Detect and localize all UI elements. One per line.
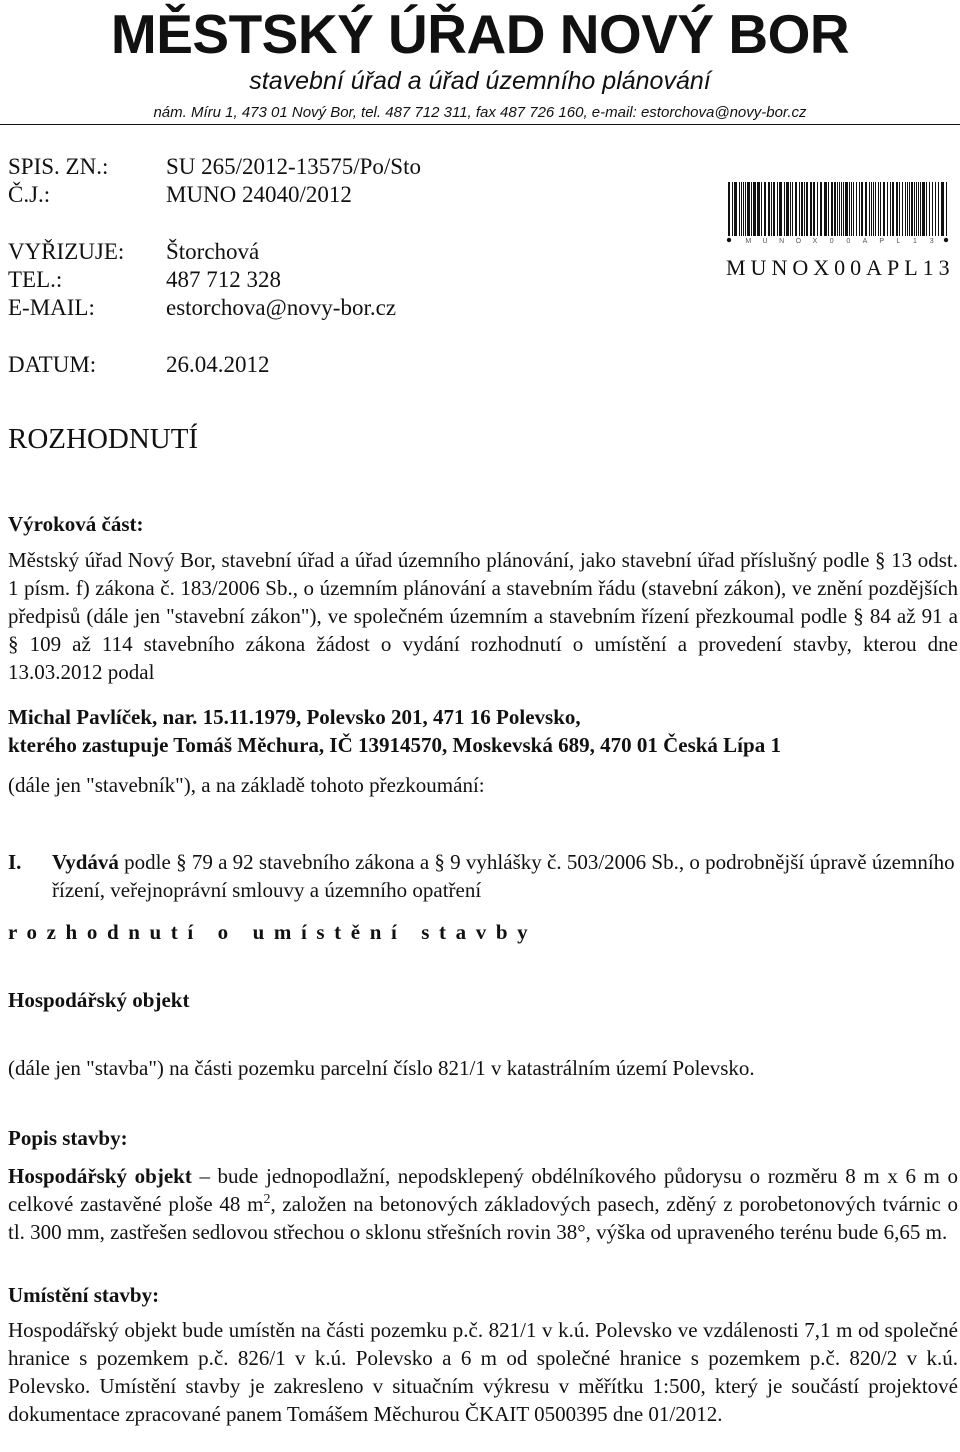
parcel-note: (dále jen "stavba") na části pozemku parcelní číslo 821/1 v katastrálním území Polevsko. <box>8 1056 755 1080</box>
svg-text:M: M <box>745 238 752 244</box>
intro-text-part1: Městský úřad Nový Bor, stavební úřad a úřad územního plánování, jako stavební úřad příslušný podle § 13 odst. 1 písm. f) zákona č. 183/2006 Sb. <box>8 548 958 600</box>
vyrizuje-label: VYŘIZUJE: <box>8 239 125 264</box>
svg-text:0: 0 <box>846 238 851 244</box>
popis-object-bold: Hospodářský objekt <box>8 1164 192 1188</box>
office-title: MĚSTSKÝ ÚŘAD NOVÝ BOR <box>110 3 850 65</box>
svg-text:1: 1 <box>913 238 917 244</box>
email-value: estorchova@novy-bor.cz <box>166 295 397 320</box>
svg-text:A: A <box>862 238 868 244</box>
svg-text:N: N <box>779 238 785 244</box>
stavebnik-note: (dále jen "stavebník"), a na základě tohoto přezkoumání: <box>8 773 485 797</box>
decision-heading: ROZHODNUTÍ <box>8 423 199 455</box>
vydava-word: Vydává <box>52 850 119 874</box>
svg-text:0: 0 <box>829 238 834 244</box>
svg-text:3: 3 <box>929 238 934 244</box>
tel-value: 487 712 328 <box>166 267 281 292</box>
umisteni-label: Umístění stavby: <box>8 1283 160 1307</box>
area-superscript: 2 <box>263 1192 271 1207</box>
popis-paragraph <box>8 1162 958 1246</box>
barcode-text: MUNOX00APL13 <box>726 255 955 280</box>
cj-label: Č.J.: <box>8 182 51 207</box>
intro-paragraph <box>8 546 958 686</box>
object-name: Hospodářský objekt <box>8 988 190 1012</box>
intro-text-part2: , o územním plánování a stavebním řádu (stavební zákon), ve znění pozdějších předpisů (dále jen "stavební zákon"), ve společném územním a stavebním řízení přezkoumal podle § 84 až 91 a § 109 až 114 stavebního zákona žádost o vydání rozhodnutí o umístění a provedení stavby, kterou dne 13.03.2012 podal <box>8 576 959 684</box>
vyrizuje-value: Štorchová <box>166 239 260 264</box>
svg-text:U: U <box>762 238 768 244</box>
vydava-paragraph <box>52 848 958 904</box>
spis-label: SPIS. ZN.: <box>8 154 109 179</box>
verdict-section-label: Výroková část: <box>8 512 144 536</box>
svg-text:O: O <box>795 238 802 244</box>
barcode-image <box>726 182 950 244</box>
popis-text-2: , založen na betonových základových pasech, zděný z porobetonových tvárnic o tl. 300 mm, zastřešen sedlovou střechou o sklonu střešních rovin 38°, výška od upraveného terénu bude 6,65 m. <box>8 1192 958 1244</box>
decision-type: rozhodnutí o umístění stavby <box>8 920 538 944</box>
tel-label: TEL.: <box>8 267 63 292</box>
popis-label: Popis stavby: <box>8 1126 128 1150</box>
datum-value: 26.04.2012 <box>166 352 270 377</box>
datum-label: DATUM: <box>8 352 97 377</box>
vydava-text: podle § 79 a 92 stavebního zákona a § 9 vyhlášky č. 503/2006 Sb., o podrobnější úpravě územního řízení, veřejnoprávní smlouvy a územního opatření <box>52 850 955 902</box>
spis-value: SU 265/2012-13575/Po/Sto <box>166 154 421 179</box>
cj-value: MUNO 24040/2012 <box>166 182 352 207</box>
applicant-line: Michal Pavlíček, nar. 15.11.1979, Polevsko 201, 471 16 Polevsko, <box>8 705 581 729</box>
roman-numeral: I. <box>8 850 22 874</box>
email-label: E-MAIL: <box>8 295 95 320</box>
office-address: nám. Míru 1, 473 01 Nový Bor, tel. 487 712 311, fax 487 726 160, e-mail: estorchova@novy-bor.cz <box>153 104 807 121</box>
representative-line: kterého zastupuje Tomáš Měchura, IČ 13914570, Moskevská 689, 470 01 Česká Lípa 1 <box>8 733 781 757</box>
umisteni-paragraph: Hospodářský objekt bude umístěn na části pozemku p.č. 821/1 v k.ú. Polevsko ve vzdálenosti 7,1 m od společné hranice s pozemkem p.č. 826/1 v k.ú. Polevsko a 6 m od společné hranice s pozemkem p.č. 820/2 v k.ú. Polevsko. Umístění stavby je zakresleno v situačním výkresu v měřítku 1:500, který je součástí projektové dokumentace zpracované panem Tomášem Měchurou ČKAIT 0500395 dne 01/2012. <box>8 1318 958 1426</box>
svg-text:P: P <box>879 238 885 244</box>
header-divider <box>0 124 960 125</box>
popis-text-1: – bude jednopodlažní, nepodsklepený obdélníkového půdorysu o rozměru 8 m x 6 m o celkové zastavěné ploše 48 m <box>8 1164 959 1216</box>
office-subtitle: stavební úřad a úřad územního plánování <box>249 67 711 95</box>
svg-text:X: X <box>812 238 818 244</box>
svg-text:L: L <box>896 238 901 244</box>
